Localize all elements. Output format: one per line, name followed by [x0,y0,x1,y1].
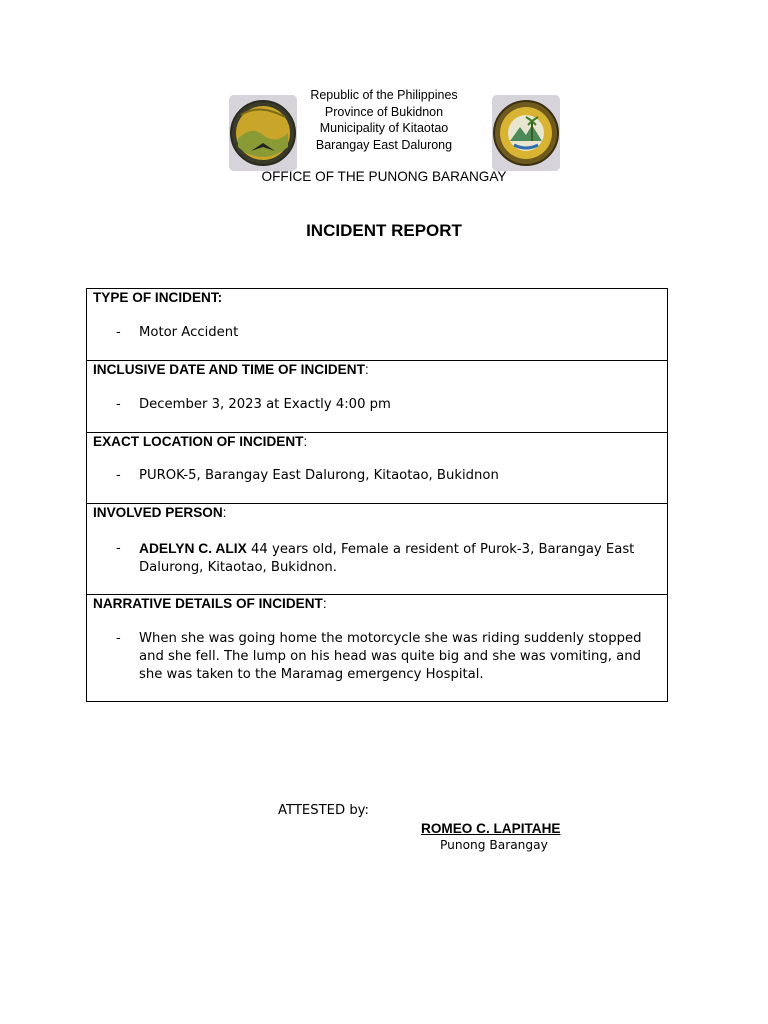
heading-line-republic: Republic of the Philippines [310,88,458,102]
heading-line-municipality: Municipality of Kitaotao [319,121,449,136]
label-text: NARRATIVE DETAILS OF INCIDENT [93,596,323,611]
section-value: PUROK-5, Barangay East Dalurong, Kitaotao, Bukidnon [139,468,499,483]
section-label [93,596,327,611]
signatory-position: Punong Barangay [440,838,548,852]
section-location [87,433,667,504]
bullet-dash: - [116,397,121,412]
office-title: OFFICE OF THE PUNONG BARANGAY [261,169,507,184]
involved-person-name: ADELYN C. ALIX [139,541,247,556]
signatory-name: ROMEO C. LAPITAHE [421,821,561,836]
label-text: EXACT LOCATION OF INCIDENT [93,434,304,449]
label-colon: : [364,362,369,377]
bullet-dash: - [116,325,121,340]
involved-person-details: 44 years old, Female a resident of Purok-3, Barangay East Dalurong, Kitaotao, Bukidnon. [139,542,635,576]
section-narrative [87,595,667,701]
section-label [93,362,369,377]
section-value [139,540,657,577]
bullet-dash: - [116,541,121,556]
document-title: INCIDENT REPORT [306,221,462,240]
section-value: Motor Accident [139,325,239,340]
label-colon: : [303,434,308,449]
bullet-dash: - [116,631,121,646]
section-involved-person [87,504,667,595]
label-text: INCLUSIVE DATE AND TIME OF INCIDENT [93,362,365,377]
section-value: When she was going home the motorcycle she was riding suddenly stopped and she fell. The lump on his head was quite big and she was vomiting, and she was taken to the Maramag emergency Hospital. [139,631,642,683]
heading-line-barangay: Barangay East Dalurong [315,138,453,153]
incident-report-table [86,288,668,702]
section-label [93,505,226,520]
government-heading [283,87,485,154]
section-label [93,434,307,449]
section-date-time [87,361,667,433]
section-label: TYPE OF INCIDENT: [93,290,223,305]
label-colon: : [222,505,227,520]
section-type-of-incident [87,289,667,361]
label-colon: : [322,596,327,611]
attested-by-label: ATTESTED by: [278,803,369,818]
heading-line-province: Province of Bukidnon [324,104,444,119]
label-text: INVOLVED PERSON [93,505,223,520]
section-value: December 3, 2023 at Exactly 4:00 pm [139,397,391,412]
municipality-of-kitaotao-seal-icon [492,95,560,171]
bullet-dash: - [116,468,121,483]
